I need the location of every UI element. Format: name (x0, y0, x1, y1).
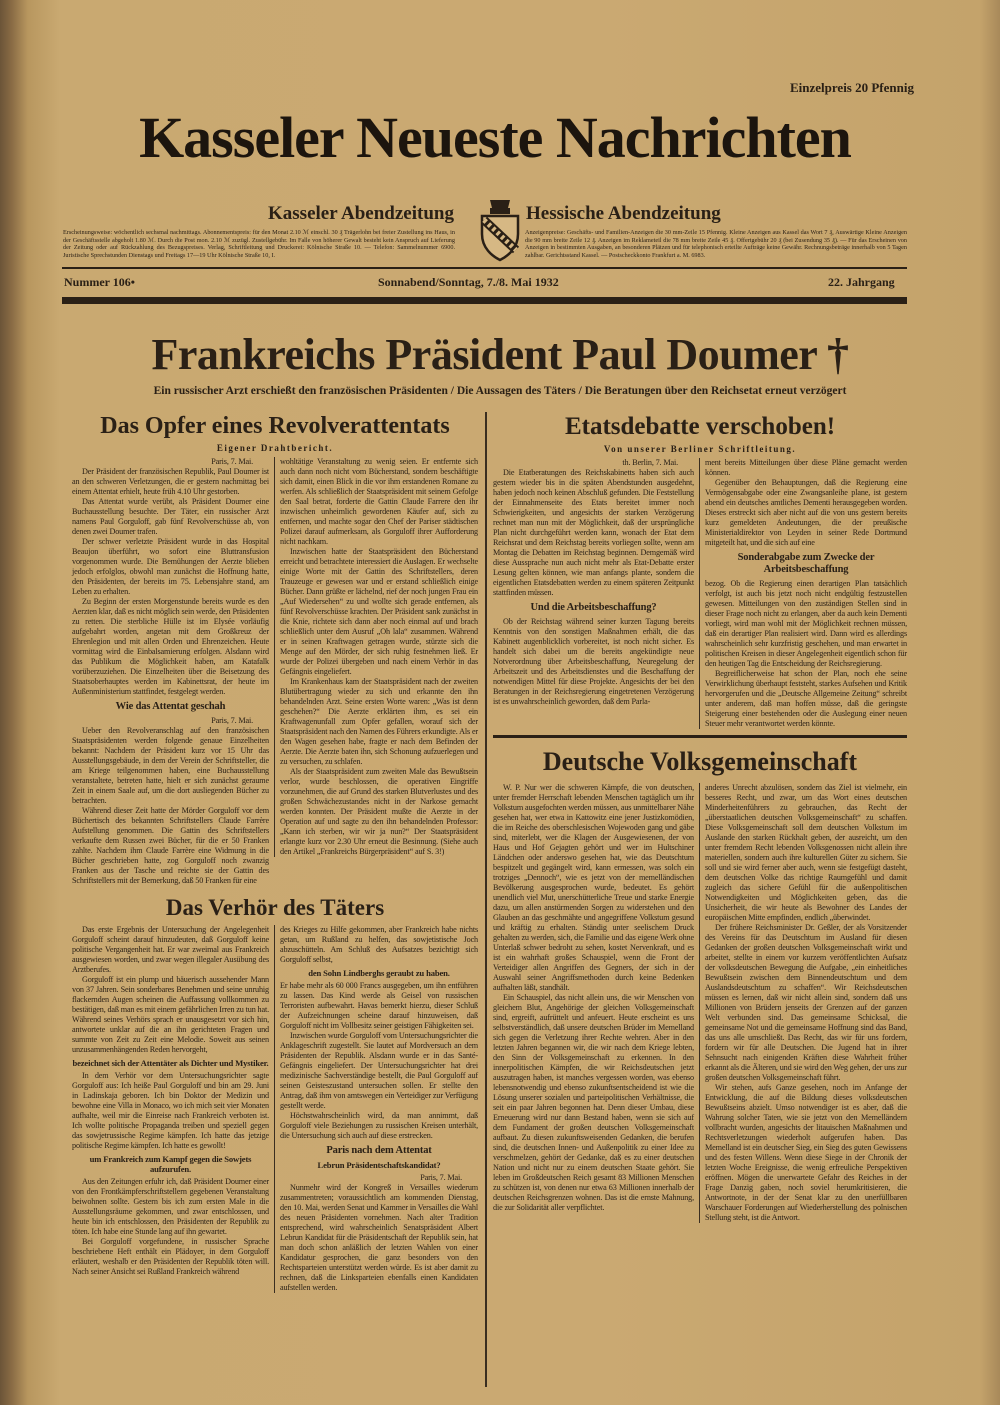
article-byline-etat: Von unserer Berliner Schriftleitung. (603, 444, 797, 454)
article-column (274, 457, 478, 857)
column-divider (485, 412, 487, 1387)
article-column (72, 925, 274, 1277)
subheading: Und die Arbeitsbeschaffung? (530, 602, 657, 613)
right-column-stack (493, 412, 907, 1231)
paragraph: Zu Beginn der ersten Morgenstunde bereits wurde es den Aerzten klar, daß es nicht möglich sein werde, den Präsidenten zu retten. Die sterbliche Hülle ist im Elysée vorläufig aufgebahrt worden, angetan mit dem Großkreuz der Ehrenlegion und mit allen Orden und Ehrenzeichen. Heute vormittag wird die Einbalsamierung erfolgen. Alsdann wird das Publikum die Möglichkeit haben, am Katafalk vorüberzuziehen. Die Einzelheiten über die Beisetzung des Staatsoberhauptes werden im Kabinettsrat, der heute im Außenministerium stattfindet, festgelegt werden. (72, 596, 269, 696)
article-volk (493, 746, 907, 1223)
article-columns (493, 458, 907, 729)
paragraph: Der frühere Reichsminister Dr. Geßler, der als Vorsitzender des Vereins für das Deutschtum im Ausland für diesen Gedanken der großen deutschen Volksgemeinschaft wirkt und arbeitet, stellte in einem vor kurzem veröffentlichten Aufsatz der volksdeutschen Bewegung die Aufgabe, „ein einheitliches Bewußtsein zwischen dem Binnendeutschtum und dem Auslandsdeutschtum zu schaffen“. Wir Reichsdeutschen müssen es lernen, daß wir nicht allein sind, sondern daß uns Millionen von Brüdern jenseits der Grenzen auf der ganzen Welt verbunden sind. Das gemeinsame Schicksal, die gemeinsame Not und die gemeinsame Hoffnung sind das Band, das uns alle umschließt. Das Recht, das wir für uns fordern, fordern wir für alle Deutschen. Die Jugend hat in ihrer Sehnsucht nach einigenden Kräften diese Wahrheit früher erkannt als die Älteren, und sie wird den Weg gehen, der uns zur großen deutschen Volksgemeinschaft führt. (705, 923, 907, 1083)
dateline: th. Berlin, 7. Mai. (622, 458, 678, 467)
subheading: Sonderabgabe zum Zwecke der Arbeitsbeschaffung (737, 552, 875, 575)
paragraph: In dem Verhör vor dem Untersuchungsrichter sagte Gorguloff aus: Ich heiße Paul Gorguloff und bin am 29. Juni in Ladinskaja geboren. Ich bin Doktor der Medizin und bewohne eine Villa in Monaco, wo ich mich seit vier Monaten aufhalte, weil mir die Einreise nach Frankreich verboten ist. Ich wollte politische Propaganda treiben und speziell gegen das sowjetrussische Regime kämpfen. Ich hatte das jetzige politische Regime kämpfen. Ich hatte es gewollt! (72, 1071, 269, 1151)
article-columns (72, 457, 478, 886)
advertising-rates: Anzeigenpreise: Geschäfts- und Familien-Anzeigen die 30 mm-Zeile 15 Pfennig. Kleine Anzeigen aus Kassel das Wort 7 ₰, Auswärtige Kleine Anzeigen die 90 mm breite Zeile 12 ₰. Anzeigen im Reklameteil die 78 mm breite Zeile 45 ₰. Offertgebühr 20 ₰ (bei Zusendung 35 ₰). — Für das Erscheinen von Anzeigen in bestimmten Ausgaben, an besonderen Plätzen und für telephonisch erteilte Aufträge keine Gewähr. Rechnungsbeträge innerhalb von 5 Tagen zahlbar. Gerichtsstand Kassel. — Postscheckkonto Frankfurt a. M. 6983. (525, 229, 907, 259)
dateline: Paris, 7. Mai. (211, 715, 253, 725)
coat-of-arms-icon (478, 196, 522, 262)
paragraph: Der schwer verletzte Präsident wurde in das Hospital Beaujon überführt, wo sofort eine Bluttransfusion vorgenommen wurde. Die Bemühungen der Aerzte blieben jedoch erfolglos, obwohl man zunächst die Hoffnung hatte, den Präsidenten, der bereits im 75. Lebensjahre stand, am Leben zu erhalten. (72, 536, 269, 596)
paragraph: des Krieges zu Hilfe gekommen, aber Frankreich habe nichts getan, um Rußland zu helfen, das sowjetistische Joch abzuschütteln. Am Schluß des Aufsatzes bezichtigt sich Gorguloff selbst, (280, 925, 478, 965)
headline-deck: Ein russischer Arzt erschießt den französischen Präsidenten / Die Aussagen des Täters / Die Beratungen über den Reichsetat erneut verzögert (153, 385, 847, 397)
paragraph: Bei Gorguloff vorgefundene, in russischer Sprache beschriebene Heft enthält ein Plädoyer, in dem Gorguloff erläutert, weshalb er den Präsidenten der Republik töten will. Nach seiner Ansicht sei Rußland Frankreich während (72, 1237, 269, 1277)
paragraph: Höchstwahrscheinlich wird, da man annimmt, daß Gorguloff viele Beziehungen zu russischen Kreisen unterhält, die Untersuchung sich auch auf diese erstrecken. (280, 1111, 478, 1141)
article-etat (493, 412, 907, 738)
main-headline: Frankreichs Präsident Paul Doumer † (151, 330, 849, 379)
paragraph: Ob der Reichstag während seiner kurzen Tagung bereits Kenntnis von den sonstigen Maßnahmen erhält, die das Kabinett augenblicklich vorbereitet, ist noch nicht sicher. Es handelt sich dabei um die bereits angekündigte neue Notverordnung über Arbeitsbeschaffung, Neuregelung der Arbeitszeit und des Arbeitsdienstes und die Beschaffung der notwendigen Mittel für diese Projekte. Angesichts der bei den Beratungen in der Reichsregierung eingetretenen Verzögerung ist es unwahrscheinlich geworden, daß dem Parla- (493, 617, 694, 706)
paragraph: bezog. Ob die Regierung einen derartigen Plan tatsächlich verfolgt, ist auch bis jetzt noch nicht endgültig festzustellen gewesen. Mitteilungen von den zuständigen Stellen sind in dieser Frage noch nicht zu erlangen, aber da auch kein Dementi vorliegt, wird man wohl mit der Möglichkeit rechnen müssen, daß ein derartiger Plan realisiert wird. Dann wird es allerdings wahrscheinlich sehr kurzfristig geschehen, und man erwartet in politischen Kreisen in dieser Angelegenheit eigentlich schon für den heutigen Tag die Entscheidung der Reichsregierung. (705, 579, 907, 668)
article-column (493, 783, 699, 1213)
paragraph: Er habe mehr als 60 000 Francs ausgegeben, um ihn entführen zu lassen. Das Kind werde als Geisel von russischen Terroristen aufbewahrt. Havas bemerkt hierzu, dieser Schluß der Aufzeichnungen scheine darauf hinzuweisen, daß Gorguloff nicht im Vollbesitz seiner geistigen Fähigkeiten sei. (280, 981, 478, 1031)
subheading: Lebrun Präsidentschaftskandidat? (317, 1160, 441, 1171)
paragraph: Während dieser Zeit hatte der Mörder Gorguloff vor dem Büchertisch des bekannten Schriftstellers Claude Farrère Aufstellung genommen. Die Gattin des Schriftstellers verkaufte dem Russen zwei Bücher, für die er 50 Franken zahlte. Nachdem ihm Claude Farrère eine Widmung in die Bücher geschrieben hatte, zog Gorguloff noch zwanzig Franken aus der Tasche und reichte sie der Gattin des Schriftstellers mit der Bemerkung, daß 50 Franken für eine (72, 805, 269, 885)
paragraph: Im Krankenhaus kam der Staatspräsident nach der zweiten Blutübertragung wieder zu sich und erkannte den ihn behandelnden Arzt. Seine ersten Worte waren: „Was ist denn geschehen?“ Die Aerzte erklärten ihm, es sei ein Kraftwagenunfall zum Opfer gefallen, worauf sich der Staatspräsident nach den Namen des Führers erkundigte. Als er den Wagen gesehen habe, fragte er nach dem Befinden der Aerzte. Die Aerzte baten ihn, sich Schonung aufzuerlegen und zu versuchen, zu schlafen. (280, 676, 478, 766)
paragraph: W. P. Nur wer die schweren Kämpfe, die von deutschen, unter fremder Herrschaft lebenden Menschen tagtäglich um ihr Volkstum ausgefochten werden müssen, aus unmittelbarer Nähe gesehen hat, wer etwa in Kattowitz eine jener Justizkomödien, die im Reiche des oberschlesischen Wojewoden gang und gäbe sind, miterlebt, wer die Klagen der Ausgewiesenen, der von Haus und Hof Gejagten gehört und wer im Hultschiner Ländchen oder anderswo gesehen hat, wie das Deutschtum bespitzelt und gegängelt wird, kann ermessen, was solch ein trotziges „Dennoch“, wie es jetzt von der memelländischen Bevölkerung ausgesprochen wurde, bedeutet. Es gehört unendlich viel Mut, unerschütterliche Treue und starke Energie dazu, um allen anstürmenden Sorgen zu widerstehen und den Glauben an das geschmähte und angegriffene Volkstum gesund und kräftig zu erhalten. Ständig unter seelischem Druck gehalten zu werden, sich, die Familie und das eigene Werk ohne Unterlaß schwer bedroht zu sehen, kostet Nervenkraft, und es ist ein wahrhaft großes Schauspiel, wenn die Front der Verteidiger allen Angriffen des Gegners, der sich in der Auswahl seiner Angriffsmethoden durch keine Bedenken aufhalten läßt, standhält. (493, 783, 694, 993)
article-title-etat: Etatsdebatte verschoben! (564, 413, 836, 440)
article-title-verhoer: Das Verhör des Täters (165, 894, 385, 920)
paragraph: Das erste Ergebnis der Untersuchung der Angelegenheit Gorguloff scheint darauf hinzudeuten, daß Gorguloff keine politische Vergangenheit hat. Er war zweimal aus Frankreich ausgewiesen worden, und zwar wegen illegaler Ausübung des Arztberufes. (72, 925, 269, 975)
article-column (699, 458, 907, 729)
paragraph: Das Attentat wurde verübt, als Präsident Doumer eine Buchausstellung besuchte. Der Täter, ein russischer Arzt namens Paul Gorguloff, gab fünf Revolverschüsse ab, von denen zwei Doumer trafen. (72, 496, 269, 536)
single-copy-price: Einzelpreis 20 Pfennig (790, 80, 914, 95)
left-column-stack (72, 412, 478, 1301)
article-byline-opfer: Eigener Drahtbericht. (216, 442, 334, 453)
subheading: Paris nach dem Attentat (326, 1145, 432, 1157)
subscription-info: Erscheinungsweise: wöchentlich sechsmal nachmittags. Abonnementspreis: für den Monat 2.10 ℳ einschl. 30 ₰ Trägerlohn bei freier Zustellung ins Haus, in der Geschäftsstelle abgeholt 1.80 ℳ. Durch die Post mon. 2.10 ℳ zuzügl. Zustellgebühr. Im Falle von höherer Gewalt besteht kein Anspruch auf Lieferung der Zeitung oder auf Rückzahlung des Bezugspreises. Verlag, Schriftleitung und Druckerei: Kölnische Straße 10. — Telefon: Sammelnummer 6900. Juristische Sprechstunden Dienstags und Freitags 17—19 Uhr Kölnische Straße 10, I. (63, 229, 455, 259)
paragraph: Wir stehen, aufs Ganze gesehen, noch im Anfange der Entwicklung, die auf die Bildung dieses volksdeutschen Bewußtseins abzielt. Umso notwendiger ist es aber, daß die Wahrung solcher Taten, wie sie jetzt von den Memelländern vollbracht wurden, angesichts der litauischen Maßnahmen und Rechtsverletzungen wiederholt aufgerufen haben. Das Memelland ist ein deutscher Sieg, ein Sieg des guten Gewissens und des festen Willens. Wenn diese Siege in der Chronik der letzten Woche Ereignisse, die wenig erfreuliche Perspektiven eröffnen. Mögen die unerwartete Gefahr des Reiches in der Frage Danzig gaben, noch soviel herumkritisieren, die Antwortnote, in der der Senat klar zu den unerfüllbaren Warschauer Forderungen auf Wiederherstellung des polnischen Stellung steht, ist die Antwort. (705, 1083, 907, 1223)
divider (62, 267, 907, 269)
paragraph: Begreiflicherweise hat schon der Plan, noch ehe seine Verwirklichung überhaupt feststeht, starkes Aufsehen und Kritik hervorgerufen und die „Deutsche Allgemeine Zeitung“ schreibt unter anderem, daß man hoffen müsse, daß die geringste Steigerung einer bestehenden oder die Auslegung einer neuen Steuer mehr verantwortet werden könnte. (705, 669, 907, 728)
paragraph: anderes Unrecht abzulösen, sondern das Ziel ist vielmehr, ein besseres Recht, und zwar, um das Wort eines deutschen Minderheitenführers zu gebrauchen, das Recht der „überstaatlichen deutschen Volksgemeinschaft“ zu schaffen. Diese Volksgemeinschaft soll dem deutschen Volkstum im Auslande den starken Rückhalt geben, der ausreicht, um den unter fremdem Recht lebenden Volksgenossen nicht allein ihre materiellen, sondern auch ihre kulturellen Güter zu sichern. Sie soll und sie wird ferner aber auch, wenn sie festgefügt dasteht, dem deutschen Volke das richtige Raumgefühl und damit zugleich das sichere Gefühl für die außenpolitischen Notwendigkeiten und Möglichkeiten geben, das die Unsicherheit, die wir heute als Bewohner des Landes der europäischen Mitte empfinden, endlich „überwindet. (705, 783, 907, 923)
issue-number: Nummer 106• (64, 275, 135, 289)
article-columns (493, 783, 907, 1223)
paragraph: Gegenüber den Behauptungen, daß die Regierung eine Vermögensabgabe oder eine Zwangsanleihe plane, ist gestern abend ein deutsches amtliches Dementi herausgegeben worden. Dieses erstreckt sich aber nicht auf die von uns gestern bereits kurz gemeldeten Andeutungen, die der preußische Ministerialdirektor von Leyden in seiner Rede Dortmund mitgeteilt hat, und die sich auf eine (705, 478, 907, 547)
paragraph: Gorguloff ist ein plump und bäuerisch aussehender Mann von 37 Jahren. Sein sonderbares Benehmen und seine unruhig flackernden Augen scheinen die Auffassung vollkommen zu bestätigen, daß man es mit einem gefährlichen Irren zu tun hat. Während seines Verhörs sprach er unausgesetzt vor sich hin, antwortete unklar auf die an ihn gerichteten Fragen und summte von Zeit zu Zeit eine Melodie. Soweit aus seinen unzusammenhängenden Reden hervorgeht, (72, 975, 269, 1055)
paragraph: Ueber den Revolveranschlag auf den französischen Staatspräsidenten werden folgende genaue Einzelheiten bekannt: Nachdem der Präsident kurz vor 15 Uhr das Ausstellungsgebäude, in dem der Verein der Schriftsteller, die am Kriege teilgenommen haben, eine Buchausstellung veranstaltete, betreten hatte, hielt er sich zunächst geraume Zeit in einem Saale auf, um die dort ausliegenden Bücher zu betrachten. (72, 725, 269, 805)
thick-divider (62, 297, 907, 304)
paragraph: Als der Staatspräsident zum zweiten Male das Bewußtsein verlor, wurde beschlossen, die operativen Eingriffe vorzunehmen, die auf Grund des starken Blutverlustes und des großen Schwächezustandes nicht in der Narkose gemacht werden konnten. Der Präsident mußte die Aerzte in der Operation auf und sagte zu den ihn behandelnden Professor: „Kann ich sterben, wir wir ja nun?“ Der Staatspräsident erlangte kurz vor 2.30 Uhr erneut die Besinnung. (Siehe auch den Artikel „Frankreichs Bürgerpräsident“ auf S. 3!) (280, 766, 478, 856)
paragraph: Die Etatberatungen des Reichskabinetts haben sich auch gestern wieder bis in die späten Abendstunden ausgedehnt, haben jedoch noch keinen Abschluß gefunden. Die Feststellung der Einnahmenseite des Etats bereitet immer noch Schwierigkeiten, und angesichts der starken Verzögerung rechnet man nun mit der Möglichkeit, daß der ursprüngliche Plan nicht durchgeführt werden kann, wonach der Etat dem Reichsrat und dem Reichstag bereits vorliegen sollte, wenn am Montag die Debatten im Reichstag beginnen. Demgemäß wird diese Aussprache nun auch nicht mehr als Etat-Debatte erster Lesung gelten können, wie man anfangs plante, sondern die eigentlichen Etatsdebatten werden zu einem späteren Zeitpunkt stattfinden müssen. (493, 468, 694, 597)
paragraph: Nunmehr wird der Kongreß in Versailles wiederum zusammentreten; voraussichtlich am kommenden Dienstag, den 10. Mai, werden Senat und Kammer in Versailles die Wahl des neuen Präsidenten vornehmen. Nach alter Tradition entsprechend, wird wahrscheinlich Senatspräsident Albert Lebrun Kandidat für die Präsidentschaft der Republik sein, hat man doch schon anläßlich der letzten Wahlen von einer Kandidatur gesprochen, die ganz besonders von den Rechtsparteien unterstützt werden würde. Es ist aber damit zu rechnen, daß die Linksparteien ebenfalls einen Kandidaten aufstellen werden. (280, 1183, 478, 1293)
subheading: den Sohn Lindberghs geraubt zu haben. (308, 968, 450, 979)
paragraph: Ein Schauspiel, das nicht allein uns, die wir Menschen von gleichem Blut, Angehörige der gleichen Volksgemeinschaft sind, ergreift, aufrüttelt und anfeuert. Heute erscheint es uns selbstverständlich, daß unsere deutschen Brüder im Memelland sich gegen die Verletzung ihrer Rechte wehren. Aber in den letzten Jahren begannen wir, die wir nach dem Kriege lebten, den Sinn der Volksgemeinschaft zu erkennen. In den innerpolitischen Kämpfen, die wir Reichsdeutschen jetzt auszutragen haben, ist manches vergessen worden, was ebenso lebensnotwendig und ebenso zukunftsentscheidend ist wie die Lösung unserer sozialen und parteipolitischen Verhältnisse, die seit ein paar Jahren begonnen hat. Denn dieser Umbau, diese Erneuerung wird nur dann Bestand haben, wenn sie sich auf dem Fundament der großen deutschen Volksgemeinschaft aufbaut. Zu diesen zukunftsweisenden Gedanken, die berufen sind, die deutschen Innen- und Außenpolitik zu einer Idee zu verschmelzen, gehört der Gedanke, daß es zu einer deutschen Nation und nicht nur zu einem deutschen Staate gehört. Sie leben im Großdeutschen Reich gesamt 83 Millionen Menschen zu schützen ist, von denen nur etwa 63 Millionen innerhalb der deutschen Reichsgrenzen wohnen. Das ist die ernste Mahnung, die zur Solidarität aller verpflichtet. (493, 993, 694, 1213)
article-title-opfer: Das Opfer eines Revolverattentats (100, 413, 450, 439)
issue-date: Sonnabend/Sonntag, 7./8. Mai 1932 (378, 275, 559, 289)
article-opfer (72, 412, 478, 886)
article-column (72, 457, 274, 886)
subtitle-right: Hessische Abendzeitung (526, 203, 721, 224)
article-column (493, 458, 699, 707)
paragraph: Der Präsident der französischen Republik, Paul Doumer ist an den schweren Verletzungen, die er gestern nachmittag bei einem Attentat erhielt, heute früh 4.10 Uhr gestorben. (72, 466, 269, 496)
paragraph: wohltätige Veranstaltung zu wenig seien. Er entfernte sich auch dann noch nicht vom Bücherstand, sondern beschäftigte sich damit, einen Blick in die vor ihm erstandenen Romane zu werfen. Als schließlich der Staatspräsident mit seinem Gefolge den Saal betrat, forderte die Gattin Claude Farrere den ihr inzwischen unheimlich gewordenen Käufer auf, sich zu entfernen, und machte sogar den Chef der Pariser städtischen Polizei darauf aufmerksam, als Gorguloff ihrer Aufforderung nicht nachkam. (280, 456, 478, 546)
article-column (274, 925, 478, 1293)
article-columns (72, 925, 478, 1293)
paragraph: ment bereits Mitteilungen über diese Pläne gemacht werden können. (705, 458, 907, 477)
dateline: Paris, 7. Mai. (211, 456, 253, 466)
subheading: um Frankreich zum Kampf gegen die Sowjets aufzurufen. (89, 1154, 252, 1175)
paragraph: Inzwischen hatte der Staatspräsident den Bücherstand erreicht und betrachtete interessiert die Auslagen. Er wechselte einige Worte mit der Gattin des Schriftstellers, deren Trauzeuge er gewesen war und er erstand schließlich einige Bücher. Dann grüßte er lächelnd, rief der noch jungen Frau ein „Auf Wiedersehen“ zu und wollte sich gerade entfernen, als fünf Revolverschüsse krachten. Der Präsident sank zunächst in die Knie, richtete sich dann aber noch einmal auf und brach schließlich unter dem Ausruf „Oh lala“ zusammen. Während er in seinen Kraftwagen getragen wurde, stürzte sich die Menge auf den Mörder, der sich ruhig festnehmen ließ. Er wurde der Polizei übergeben und nach einem Verhör in das Gefängnis eingeliefert. (280, 546, 478, 676)
newspaper-title: Kasseler Neueste Nachrichten (139, 105, 851, 170)
subtitle-left: Kasseler Abendzeitung (268, 203, 454, 224)
subheading: Wie das Attentat geschah (115, 700, 226, 712)
article-title-volk: Deutsche Volksgemeinschaft (542, 747, 858, 776)
dateline: Paris, 7. Mai. (420, 1173, 462, 1183)
volume-year: 22. Jahrgang (828, 275, 895, 289)
paragraph: Inzwischen wurde Gorguloff vom Untersuchungsrichter die Anklageschrift zugestellt. Sie lautet auf Mordversuch an dem Präsidenten der Republik. Alsdann wurde er in das Santé-Gefängnis eingeliefert. Der Untersuchungsrichter hat drei medizinische Sachverständige bestellt, die Paul Gorguloff auf seinen Geisteszustand untersuchen sollen. Er stellte den Antrag, daß ihm von amtswegen ein Verteidiger zur Verfügung gestellt werde. (280, 1031, 478, 1111)
subheading: bezeichnet sich der Attentäter als Dichter und Mystiker. (72, 1058, 269, 1069)
paragraph: Aus den Zeitungen erfuhr ich, daß Präsident Doumer einer von den Frontkämpferschriftstellern gegebenen Veranstaltung beiwohnen sollte. Gestern bis ich zum ersten Male in die Ausstellungsräume gekommen, und zwar entschlossen, und heute bin ich entschlossen, den Präsidenten der Republik zu töten. Ich habe eine Stunde lang auf ihn gewartet. (72, 1177, 269, 1237)
article-column (699, 783, 907, 1223)
article-verhoer (72, 894, 478, 1294)
